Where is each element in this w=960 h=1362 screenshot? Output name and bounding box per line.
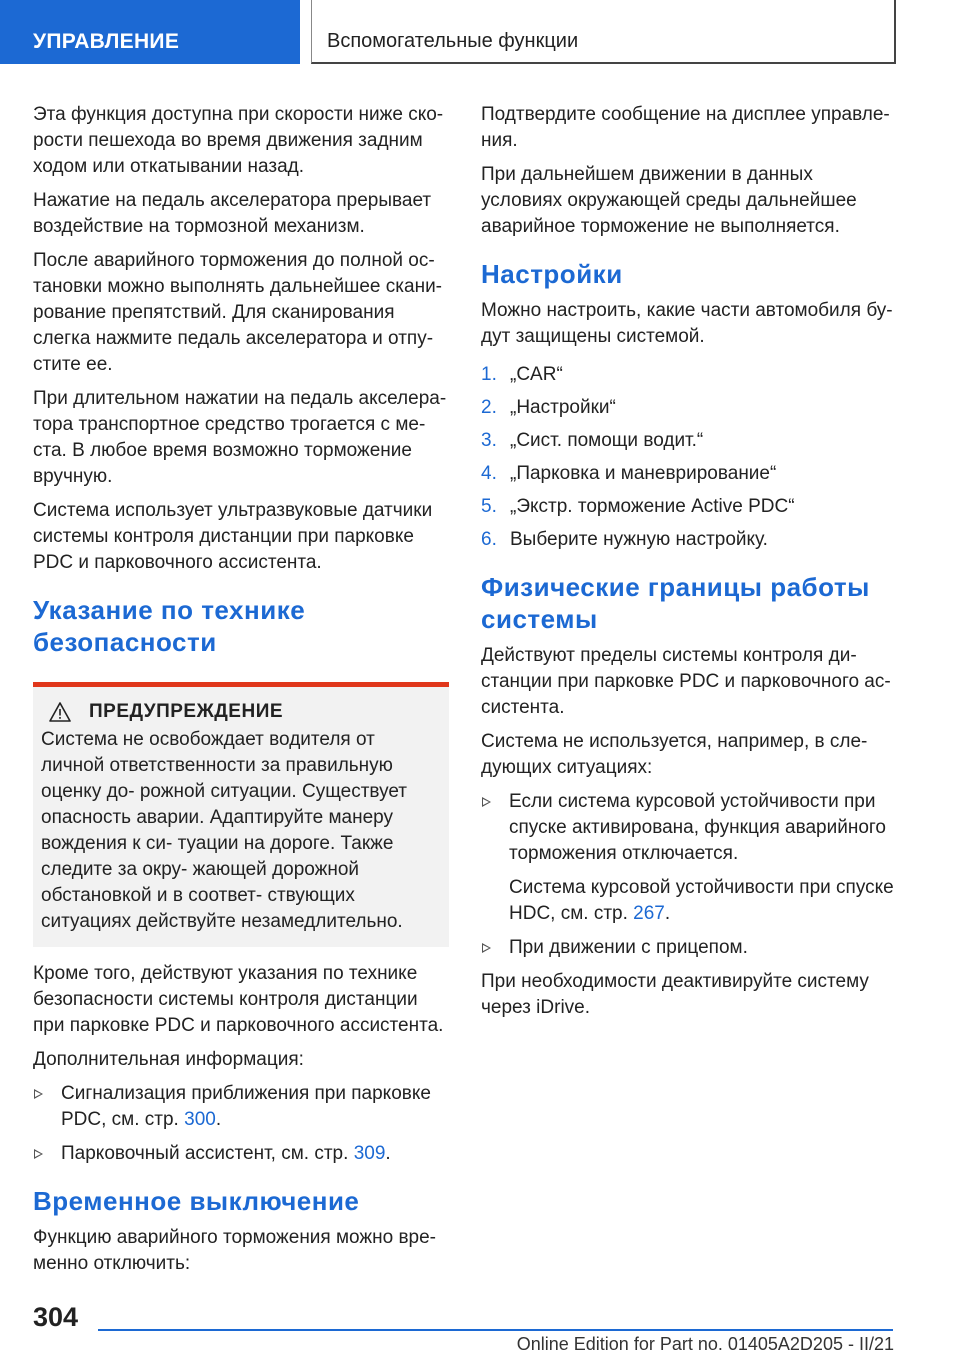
warning-triangle-icon xyxy=(49,702,71,722)
paragraph: Подтвердите сообщение на дисплее управле- ния. xyxy=(481,104,890,151)
chapter-header xyxy=(311,0,896,64)
chapter-title: Вспомогательные функции xyxy=(327,30,579,52)
edition-info: Online Edition for Part no. 01405A2D205 - II/21 xyxy=(516,1334,894,1354)
step-item: 4. „Парковка и маневрирование“ xyxy=(481,463,777,484)
right-column xyxy=(481,102,897,1029)
paragraph: При длительном нажатии на педаль акселера- тора транспортное средство трогается с ме- ста. В любое время возможно торможение вручную. xyxy=(33,388,447,487)
paragraph: Система курсовой устойчивости при спуске HDC, см. стр. 267. xyxy=(509,877,894,924)
warning-title: ПРЕДУПРЕЖДЕНИЕ xyxy=(89,701,284,722)
list-item: При движении с прицепом. xyxy=(481,935,897,961)
paragraph: При необходимости деактивируйте систему через iDrive. xyxy=(481,971,869,1018)
paragraph: Кроме того, действуют указания по технике безопасности системы контроля дистанции при парковке PDC и парковочного ассистента. xyxy=(33,963,444,1036)
limits-list xyxy=(481,789,897,867)
section-title: УПРАВЛЕНИЕ xyxy=(33,30,180,53)
paragraph: Система использует ультразвуковые датчики системы контроля дистанции при парковке PDC и парковочного ассистента. xyxy=(33,500,433,573)
list-item: Если система курсовой устойчивости при спуске активирована, функция аварийного торможения отключается. xyxy=(481,789,897,867)
warning-box xyxy=(33,682,449,947)
section-tab xyxy=(0,0,300,64)
warning-text: Система не освобождает водителя от личной ответственности за правильную оценку до- рожной ситуации. Существует опасность аварии. Адаптируйте манеру вождения к си- туации на дороге. Также следите за окру- жающей дорожной обстановкой и в соответ- ствующих ситуациях действуйте незамедлительно. xyxy=(41,729,408,932)
bullet-triangle-icon xyxy=(34,1089,43,1099)
page-link[interactable]: 300 xyxy=(184,1109,216,1130)
footer-rule xyxy=(98,1329,893,1331)
bullet-triangle-icon xyxy=(482,797,491,807)
paragraph: Эта функция доступна при скорости ниже ско- рости пешехода во время движения задним ходом или откатывании назад. xyxy=(33,104,444,177)
step-item: 3. „Сист. помощи водит.“ xyxy=(481,430,704,451)
page-number: 304 xyxy=(33,1302,79,1332)
left-column xyxy=(33,102,449,1285)
heading-safety: Указание по технике безопасности xyxy=(33,595,306,657)
paragraph: Функцию аварийного торможения можно вре- менно отключить: xyxy=(33,1227,437,1274)
info-list xyxy=(33,1081,449,1167)
paragraph: Нажатие на педаль акселератора прерывает воздействие на тормозной механизм. xyxy=(33,190,432,237)
step-item: 5. „Экстр. торможение Active PDC“ xyxy=(481,496,795,517)
paragraph: Система не используется, например, в сле- дующих ситуациях: xyxy=(481,731,868,778)
paragraph: Дополнительная информация: xyxy=(33,1049,304,1070)
bullet-triangle-icon xyxy=(34,1149,43,1159)
step-item: 1. „CAR“ xyxy=(481,364,563,385)
paragraph: Можно настроить, какие части автомобиля бу- дут защищены системой. xyxy=(481,300,893,347)
list-item: Парковочный ассистент, см. стр. 309. xyxy=(33,1141,449,1167)
heading-settings: Настройки xyxy=(481,259,623,289)
paragraph: При дальнейшем движении в данных условиях окружающей среды дальнейшее аварийное торможение не выполняется. xyxy=(481,164,857,237)
step-item: 6. Выберите нужную настройку. xyxy=(481,529,768,550)
page-link[interactable]: 309 xyxy=(353,1143,386,1164)
bullet-triangle-icon xyxy=(482,943,491,953)
step-item: 2. „Настройки“ xyxy=(481,397,616,418)
page-link[interactable]: 267 xyxy=(633,903,665,924)
paragraph: После аварийного торможения до полной ос- тановки можно выполнять дальнейшее скани- рование препятствий. Для сканирования слегка нажмите педаль акселератора и отпу- стите ее. xyxy=(33,250,443,375)
paragraph: Действуют пределы системы контроля ди- станции при парковке PDC и парковочного ас- систента. xyxy=(481,645,891,718)
list-item: Сигнализация приближения при парковке PDC, см. стр. 300. xyxy=(33,1081,449,1133)
limits-list xyxy=(481,935,897,961)
heading-temporary-off: Временное выключение xyxy=(33,1186,360,1216)
heading-limits: Физические границы работы системы xyxy=(481,572,870,634)
settings-steps xyxy=(481,362,897,553)
